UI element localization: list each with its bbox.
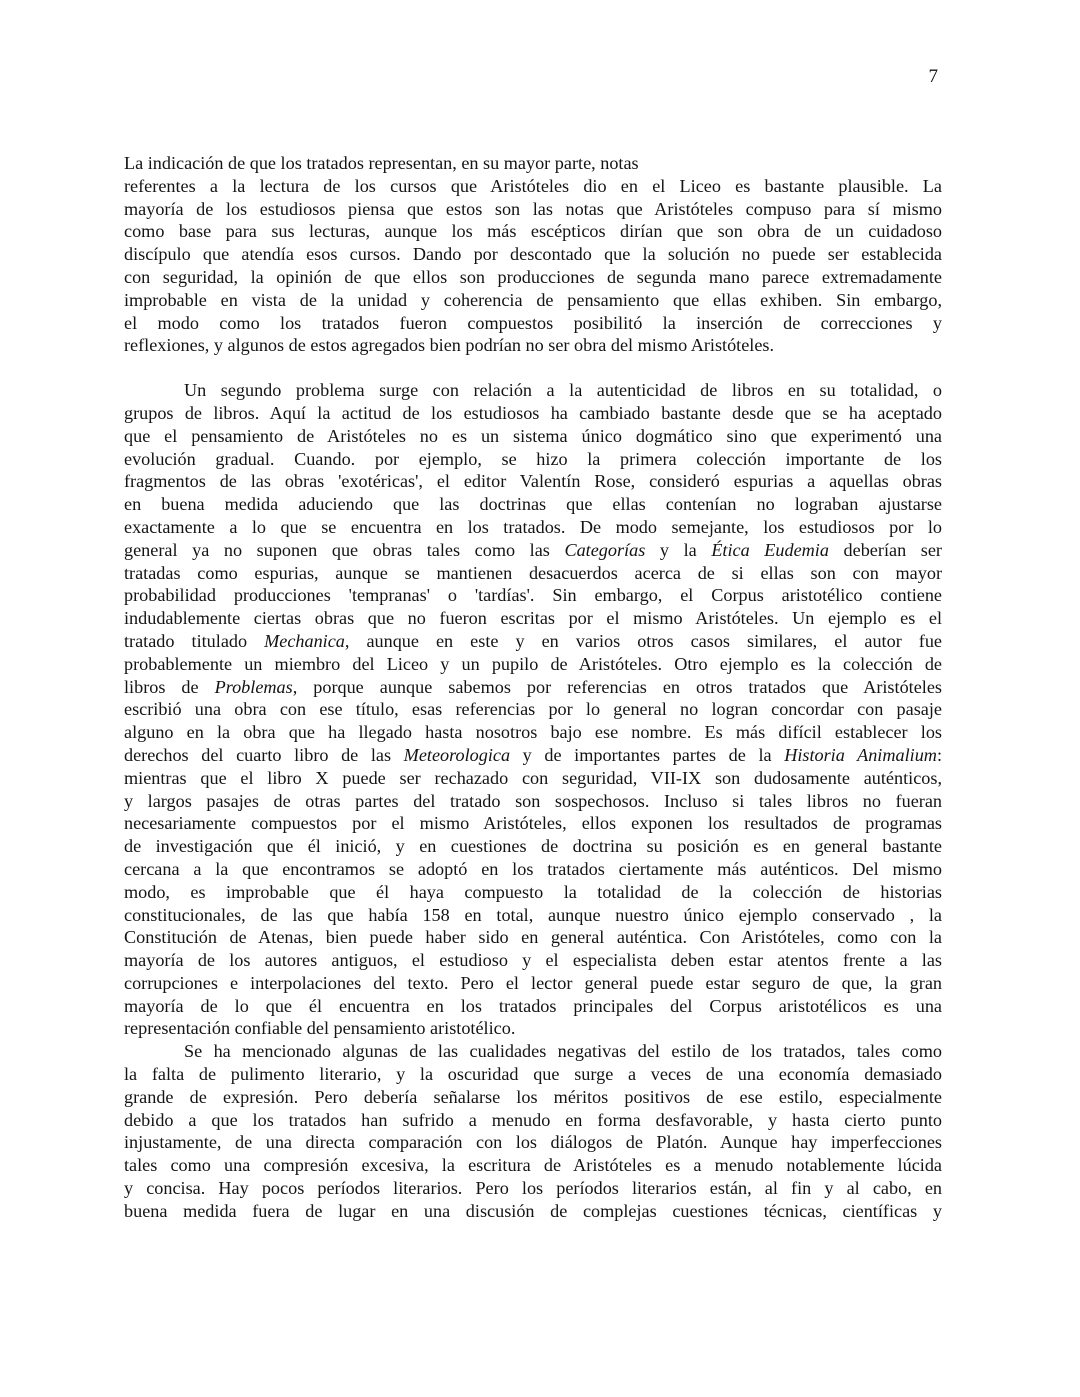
text-line: fragmentos de las obras 'exotéricas', el editor Valentín Rose, consideró espurias a aquellas obras [124, 471, 942, 492]
italic-title: Meteorologica [403, 744, 511, 765]
text-line: grande de expresión. Pero debería señalarse los méritos positivos de ese estilo, especialmente [124, 1086, 942, 1107]
italic-title: Mechanica [264, 630, 345, 651]
text-line: grupos de libros. Aquí la actitud de los estudiosos ha cambiado bastante desde que se ha aceptado [124, 402, 942, 423]
italic-title: Historia Animalium [784, 744, 937, 765]
text-line: con seguridad, la opinión de que ellos son producciones de segunda mano parece extremadamente [124, 266, 942, 287]
text-line: tratadas como espurias, aunque se mantienen desacuerdos acerca de si ellas son con mayor [124, 562, 942, 583]
text-line: La indicación de que los tratados representan, en su mayor parte, notas [124, 153, 639, 173]
text-line: Un segundo problema surge con relación a la autenticidad de libros en su totalidad, o [184, 380, 942, 401]
text-line: tales como una compresión excesiva, la escritura de Aristóteles es a menudo notablemente lúcida [124, 1155, 942, 1176]
text-line: injustamente, de una directa comparación con los diálogos de Platón. Aunque hay imperfecciones [124, 1132, 942, 1153]
paragraph [124, 1040, 942, 1222]
text-line: exactamente a lo que se encuentra en los tratados. De modo semejante, los estudiosos por lo [124, 516, 942, 537]
text-line: indudablemente ciertas obras que no fueron escritas por el mismo Aristóteles. Un ejemplo es el [124, 608, 942, 629]
text-run: , aunque en este y en varios otros casos similares, el autor fue [344, 630, 942, 651]
text-line: corrupciones e interpolaciones del texto. Pero el lector general puede estar seguro de que, la gran [124, 972, 942, 993]
text-line: constitucionales, de las que había 158 en total, aunque nuestro único ejemplo conservado , la [124, 904, 942, 925]
text-line: improbable en vista de la unidad y coherencia de pensamiento que ellas exhiben. Sin embargo, [124, 289, 942, 310]
text-run: general ya no suponen que obras tales como las [124, 539, 565, 560]
text-line: en buena medida aduciendo que las doctrinas que ellas contenían no lograban ajustarse [124, 494, 942, 515]
text-line [124, 539, 942, 562]
text-line: que el pensamiento de Aristóteles no es un sistema único dogmático sino que experimentó una [124, 425, 942, 446]
text-line: necesariamente compuestos por el mismo Aristóteles, ellos exponen los resultados de programas [124, 813, 942, 834]
text-line: modo, es improbable que él haya compuesto la totalidad de la colección de historias [124, 881, 942, 902]
text-line: y largos pasajes de otras partes del tratado son sospechosos. Incluso si tales libros no fueran [124, 790, 942, 811]
text-line [124, 630, 942, 653]
text-run: libros de [124, 676, 215, 697]
text-line: probabilidad producciones 'tempranas' o 'tardías'. Sin embargo, el Corpus aristotélico contiene [124, 585, 942, 606]
text-line: como base para sus lecturas, aunque los más escépticos dirían que son obra de un cuidadoso [124, 221, 942, 242]
text-line: mayoría de lo que él encuentra en los tratados principales del Corpus aristotélicos es una [124, 995, 942, 1016]
italic-title: Ética Eudemia [711, 539, 829, 560]
text-line: representación confiable del pensamiento aristotélico. [124, 1018, 516, 1039]
text-line: y concisa. Hay pocos períodos literarios. Pero los períodos literarios están, al fin y al cabo, en [124, 1178, 942, 1199]
text-line: mayoría de los estudiosos piensa que estos son las notas que Aristóteles compuso para sí mismo [124, 198, 942, 219]
body-text [124, 152, 942, 1223]
text-line: Se ha mencionado algunas de las cualidades negativas del estilo de los tratados, tales como [184, 1041, 942, 1062]
text-line: la falta de pulimento literario, y la oscuridad que surge a veces de una economía demasiado [124, 1064, 942, 1085]
text-line [124, 676, 942, 699]
text-line: mayoría de los autores antiguos, el estudioso y el especialista deben estar atentos frente a las [124, 950, 942, 971]
italic-title: Problemas [214, 676, 293, 697]
text-line: discípulo que atendía esos cursos. Dando por descontado que la solución no puede ser establecida [124, 244, 942, 265]
text-line [124, 744, 942, 767]
text-line: cercana a la que encontramos se adoptó en los tratados ciertamente más auténticos. Del mismo [124, 858, 942, 879]
text-line: buena medida fuera de lugar en una discusión de complejas cuestiones técnicas, científicas y [124, 1200, 942, 1221]
text-run: , porque aunque sabemos por referencias en otros tratados que Aristóteles [292, 676, 942, 697]
paragraph [124, 152, 942, 357]
italic-title: Categorías [564, 539, 646, 560]
text-line: reflexiones, y algunos de estos agregados bien podrían no ser obra del mismo Aristóteles. [124, 335, 775, 356]
text-line: referentes a la lectura de los cursos que Aristóteles dio en el Liceo es bastante plausible. La [124, 175, 942, 196]
text-run: : [936, 744, 942, 765]
text-line: mientras que el libro X puede ser rechazado con seguridad, VII-IX son dudosamente auténticos, [124, 767, 942, 788]
text-run: derechos del cuarto libro de las [124, 744, 404, 765]
text-line: Constitución de Atenas, bien puede haber sido en general auténtica. Con Aristóteles, como con la [124, 927, 942, 948]
text-line: escribió una obra con ese título, esas referencias por lo general no logran concordar con pasaje [124, 699, 942, 720]
text-line: evolución gradual. Cuando. por ejemplo, se hizo la primera colección importante de los [124, 448, 942, 469]
text-run: y la [645, 539, 712, 560]
text-line: alguno en la obra que ha llegado hasta nosotros bajo ese nombre. Es más difícil establecer los [124, 722, 942, 743]
text-line: el modo como los tratados fueron compuestos posibilitó la inserción de correcciones y [124, 312, 942, 333]
paragraph [124, 379, 942, 1040]
page-number: 7 [928, 66, 938, 87]
text-line: probablemente un miembro del Liceo y un pupilo de Aristóteles. Otro ejemplo es la colección de [124, 653, 942, 674]
text-run: deberían ser [828, 539, 942, 560]
text-run: y de importantes partes de la [510, 744, 785, 765]
text-run: tratado titulado [124, 630, 265, 651]
text-line: de investigación que él inició, y en cuestiones de doctrina su posición es en general bastante [124, 836, 942, 857]
text-line: debido a que los tratados han sufrido a menudo en forma desfavorable, y hasta cierto punto [124, 1109, 942, 1130]
